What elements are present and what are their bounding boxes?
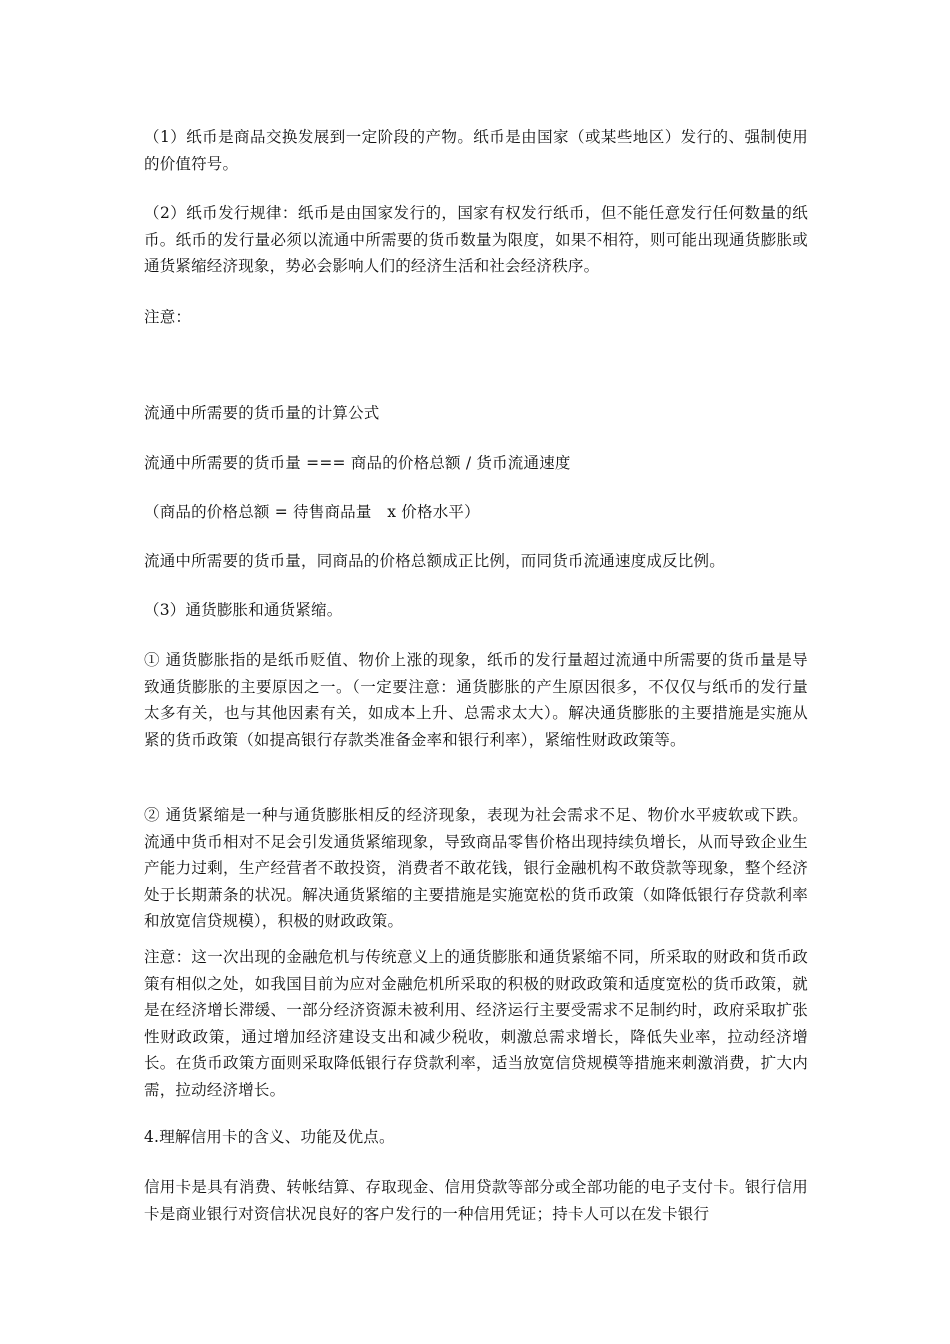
paragraph-financial-crisis-note: 注意：这一次出现的金融危机与传统意义上的通货膨胀和通货紧缩不同，所采取的财政和货币政策有相似之处，如我国目前为应对金融危机所采取的积极的财政政策和适度宽松的货币政策，就是在经济增长滞缓、一部分经济资源未被利用、经济运行主要受需求不足制约时，政府采取扩张性财政政策，通过增加经济建设支出和减少税收，刺激总需求增长，降低失业率，拉动经济增长。在货币政策方面则采取降低银行存贷款利率，适当放宽信贷规模等措施来刺激消费，扩大内需，拉动经济增长。: [144, 948, 808, 1099]
paragraph-proportion-note: 流通中所需要的货币量，同商品的价格总额成正比例，而同货币流通速度成反比例。: [144, 552, 725, 570]
paragraph-credit-card-definition: 信用卡是具有消费、转帐结算、存取现金、信用贷款等部分或全部功能的电子支付卡。银行信用卡是商业银行对资信状况良好的客户发行的一种信用凭证；持卡人可以在发卡银行: [144, 1178, 808, 1223]
paragraph-section-3-heading: （3）通货膨胀和通货紧缩。: [144, 601, 343, 619]
paragraph-deflation: ② 通货紧缩是一种与通货膨胀相反的经济现象，表现为社会需求不足、物价水平疲软或下跌。流通中货币相对不足会引发通货紧缩现象，导致商品零售价格出现持续负增长，从而导致企业生产能力过剩，生产经营者不敢投资，消费者不敢花钱，银行金融机构不敢贷款等现象，整个经济处于长期萧条的状况。解决通货紧缩的主要措施是实施宽松的货币政策（如降低银行存贷款利率和放宽信贷规模），积极的财政政策。: [144, 806, 808, 930]
paragraph-inflation: ① 通货膨胀指的是纸币贬值、物价上涨的现象，纸币的发行量超过流通中所需要的货币量是导致通货膨胀的主要原因之一。（一定要注意：通货膨胀的产生原因很多，不仅仅与纸币的发行量太多有关，也与其他因素有关，如成本上升、总需求太大）。解决通货膨胀的主要措施是实施从紧的货币政策（如提高银行存款类准备金率和银行利率），紧缩性财政政策等。: [144, 651, 808, 749]
paragraph-note-label: 注意：: [144, 308, 192, 326]
paragraph-section-4-heading: 4.理解信用卡的含义、功能及优点。: [144, 1128, 395, 1146]
paragraph-formula-heading: 流通中所需要的货币量的计算公式: [144, 404, 380, 422]
paragraph-paper-money-definition: （1）纸币是商品交换发展到一定阶段的产物。纸币是由国家（或某些地区）发行的、强制使用的价值符号。: [144, 128, 808, 173]
paragraph-price-total-formula: （商品的价格总额 = 待售商品量 x 价格水平）: [144, 503, 480, 521]
paragraph-formula: 流通中所需要的货币量 === 商品的价格总额 / 货币流通速度: [144, 454, 571, 472]
paragraph-paper-money-issuance-law: （2）纸币发行规律：纸币是由国家发行的，国家有权发行纸币，但不能任意发行任何数量的纸币。纸币的发行量必须以流通中所需要的货币数量为限度，如果不相符，则可能出现通货膨胀或通货紧缩经济现象，势必会影响人们的经济生活和社会经济秩序。: [144, 204, 808, 275]
